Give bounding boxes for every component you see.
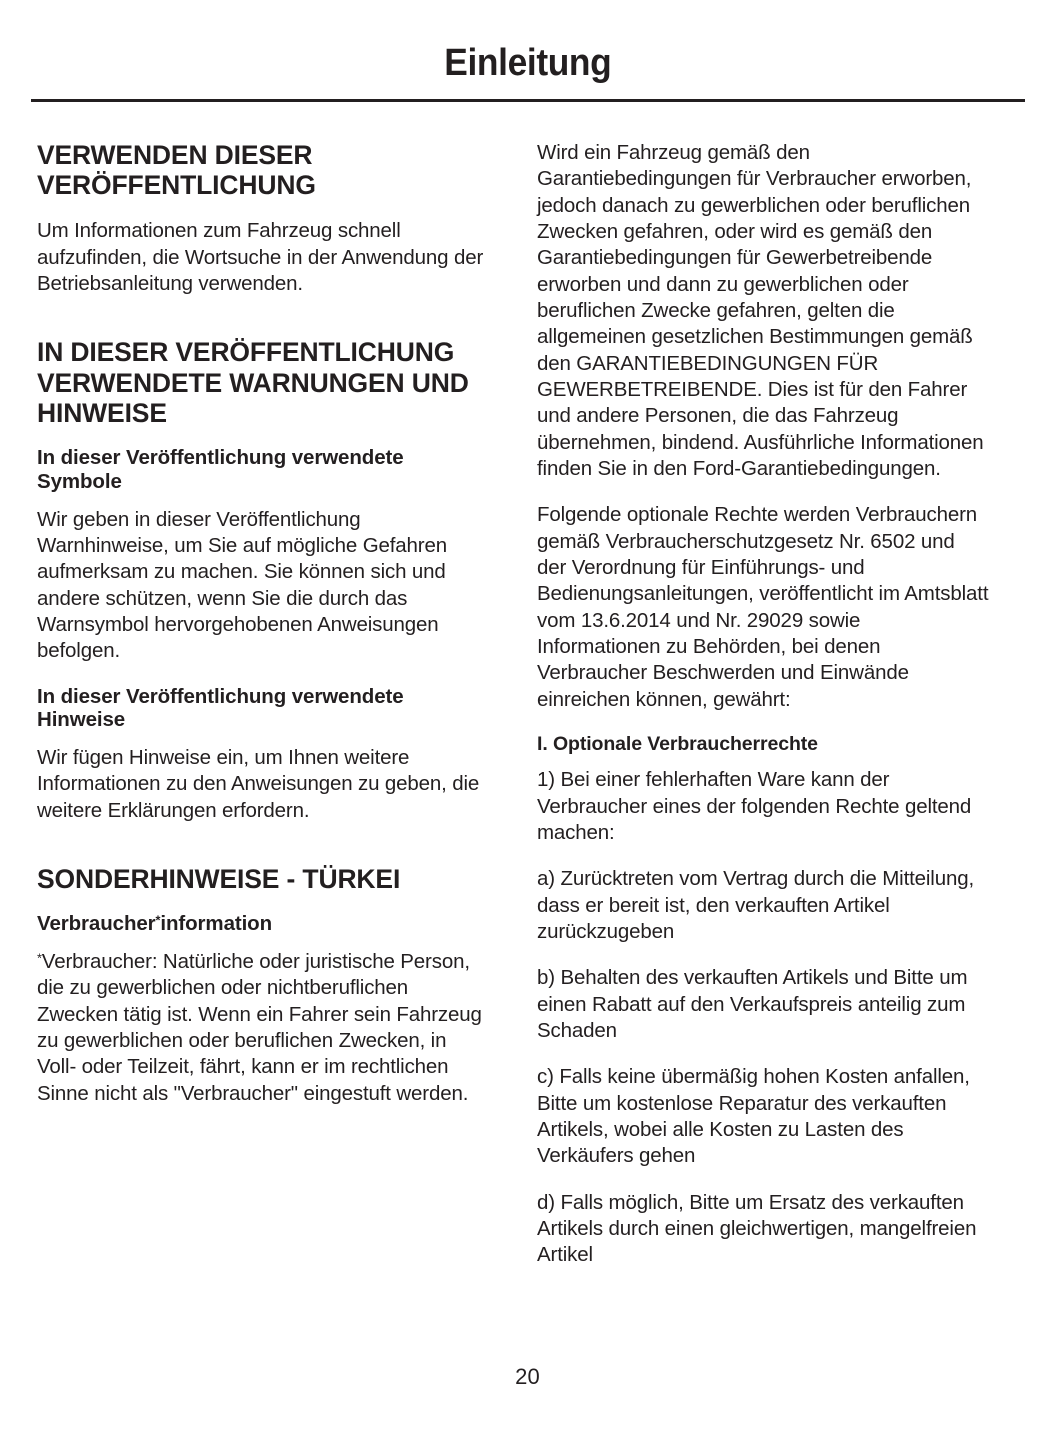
page-number: 20 [515,1364,540,1389]
list-item-b: b) Behalten des verkauften Artikels und Bitte um einen Rabatt auf den Verkaufspreis anteilig zum Schaden [537,966,968,1042]
paragraph-garantiebedingungen: Wird ein Fahrzeug gemäß den Garantiebedingungen für Verbraucher erworben, jedoch danach zu gewerblichen oder beruflichen Zwecken gefahren, oder wird es gemäß den Garantiebedingungen für Gewerbetreibende erworben und dann zu gewerblichen oder beruflichen Zwecke gefahren, gelten die allgemeinen gesetzlichen Bestimmungen gemäß den GARANTIEBEDINGUNGEN FÜR GEWERBETREIBENDE. Dies ist für den Fahrer und andere Personen, die das Fahrzeug übernehmen, bindend. Ausführliche Informationen finden Sie in den Ford-Garantiebedingungen. [537,141,984,480]
section-heading-sonderhinweise-tuerkei: SONDERHINWEISE - TÜRKEI [37,864,401,895]
page-title: Einleitung [443,42,612,84]
subheading-verbraucherinformation-part1: Verbraucher [37,912,156,936]
subheading-verwendete-hinweise: In dieser Veröffentlichung verwendete Hinweise [37,684,404,732]
paragraph-verwendete-symbole: Wir geben in dieser Veröffentlichung Warnhinweise, um Sie auf mögliche Gefahren aufmerksam zu machen. Sie können sich und andere schützen, wenn Sie die durch das Warnsymbol hervorgehobenen Anweisungen befolgen. [37,507,447,663]
left-column [37,140,489,1269]
list-item-1: 1) Bei einer fehlerhaften Ware kann der Verbraucher eines der folgenden Rechte geltend machen: [537,768,972,844]
list-item-c: c) Falls keine übermäßig hohen Kosten anfallen, Bitte um kostenlose Reparatur des verkauften Artikels, wobei alle Kosten zu Lasten des Verkäufers gehen [537,1065,970,1168]
subheading-optionale-verbraucherrechte: I. Optionale Verbraucherrechte [537,732,818,755]
list-item-d: d) Falls möglich, Bitte um Ersatz des verkauften Artikels durch einen gleichwertigen, mangelfreien Artikel [537,1190,977,1267]
content-columns [37,140,1018,1269]
paragraph-verbraucher-definition [37,949,489,1107]
footnote-asterisk-body: * [37,950,42,966]
header-divider [31,99,1025,102]
subheading-verbraucherinformation [37,912,489,936]
page-header [30,44,1025,100]
paragraph-verwenden-dieser-veroeffentlichung: Um Informationen zum Fahrzeug schnell aufzufinden, die Wortsuche in der Anwendung der Betriebsanleitung verwenden. [37,219,484,296]
right-column [537,140,989,1269]
subheading-verwendete-symbole: In dieser Veröffentlichung verwendete Symbole [37,446,404,493]
list-item-a: a) Zurücktreten vom Vertrag durch die Mitteilung, dass er bereit ist, den verkauften Artikel zurückzugeben [537,867,975,943]
paragraph-verwendete-hinweise: Wir fügen Hinweise ein, um Ihnen weitere Informationen zu den Anweisungen zu geben, die weitere Erklärungen erfordern. [37,746,480,822]
subheading-verbraucherinformation-part2: information [160,912,273,936]
paragraph-optionale-rechte: Folgende optionale Rechte werden Verbrauchern gemäß Verbraucherschutzgesetz Nr. 6502 und der Verordnung für Einführungs- und Bedienungsanleitungen, veröffentlicht im Amtsblatt vom 13.6.2014 und Nr. 29029 sowie Informationen zu Behörden, bei denen Verbraucher Beschwerden und Einwände einreichen können, gewährt: [537,503,989,711]
section-heading-warnungen-und-hinweise: IN DIESER VERÖFFENTLICHUNG VERWENDETE WARNUNGEN UND HINWEISE [37,337,469,428]
paragraph-verbraucher-definition-text: Verbraucher: Natürliche oder juristische Person, die zu gewerblichen oder nichtberuflichen Zwecken tätig ist. Wenn ein Fahrer sein Fahrzeug zu gewerblichen oder beruflichen Zwecken, in Voll- oder Teilzeit, fährt, kann er im rechtlichen Sinne nicht als "Verbraucher" eingestuft werden. [37,949,482,1105]
page-footer [0,1364,1055,1390]
footnote-asterisk-heading: * [155,912,161,928]
section-heading-verwenden-dieser-veroeffentlichung: VERWENDEN DIESER VERÖFFENTLICHUNG [37,140,316,201]
